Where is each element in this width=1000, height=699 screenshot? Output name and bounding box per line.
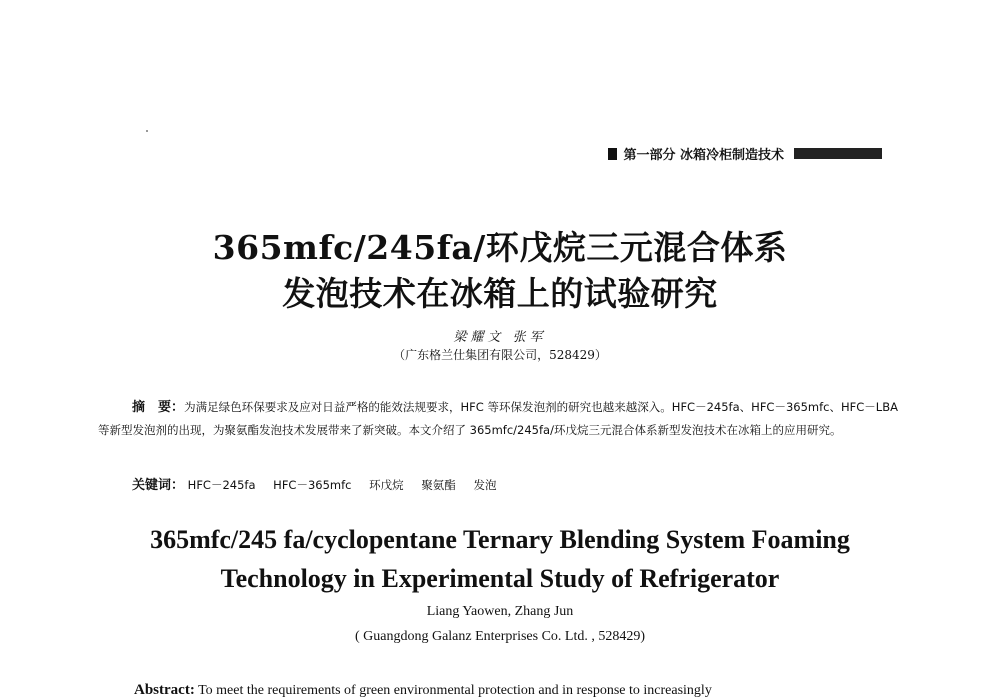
english-abstract (134, 682, 884, 699)
chinese-authors: 梁耀文 张军 (453, 330, 547, 345)
header-bar-mark (794, 148, 882, 159)
keyword-item: 发泡 (473, 478, 497, 492)
chinese-keywords (132, 474, 510, 493)
chinese-abstract-text: 为满足绿色环保要求及应对日益严格的能效法规要求，HFC 等环保发泡剂的研究也越来越深入。HFC－245fa、HFC－365mfc、HFC－LBA 等新型发泡剂的出现，为聚氨酯发泡技术发展带来了新突破。本文介绍了 365mfc/245fa/环戊烷三元混合体系新型发泡技术在冰箱上的应用研究。 (98, 400, 898, 437)
keyword-item: HFC－245fa (187, 478, 256, 492)
english-authors: Liang Yaowen, Zhang Jun (426, 604, 574, 619)
keyword-item: HFC－365mfc (273, 478, 352, 492)
section-header (608, 144, 882, 163)
keyword-item: 环戊烷 (369, 478, 404, 492)
section-header-text: 第一部分 冰箱冷柜制造技术 (623, 148, 784, 163)
chinese-affiliation: （广东格兰仕集团有限公司，528429） (393, 348, 607, 362)
english-affiliation: ( Guangdong Galanz Enterprises Co. Ltd. , 528429) (354, 629, 646, 644)
chinese-keywords-label: 关键词： (132, 478, 185, 493)
chinese-abstract (98, 396, 898, 441)
scan-speck (146, 130, 148, 132)
english-abstract-text: To meet the requirements of green environmental protection and in response to increasingly (194, 683, 712, 698)
english-title-line-1: 365mfc/245 fa/cyclopentane Ternary Blending System Foaming (150, 525, 850, 554)
chinese-title-line-1: 365mfc/245fa/环戊烷三元混合体系 (212, 228, 788, 267)
english-abstract-label: Abstract: (134, 682, 195, 698)
keyword-item: 聚氨酯 (421, 478, 456, 492)
chinese-title-line-2: 发泡技术在冰箱上的试验研究 (282, 274, 718, 313)
english-title-line-2: Technology in Experimental Study of Refrigerator (220, 564, 780, 593)
chinese-abstract-label: 摘 要： (132, 400, 185, 415)
header-block-mark (608, 148, 617, 160)
